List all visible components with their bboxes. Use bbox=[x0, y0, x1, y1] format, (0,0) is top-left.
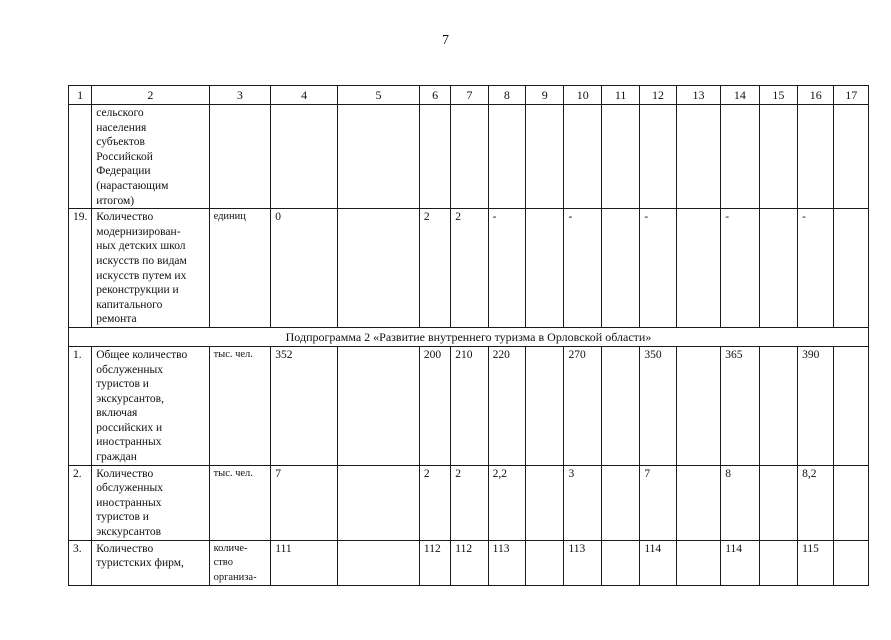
value-cell bbox=[338, 465, 420, 540]
value-cell bbox=[759, 105, 797, 209]
header-cell: 5 bbox=[338, 86, 420, 105]
unit-cell bbox=[209, 105, 271, 209]
value-cell bbox=[676, 209, 721, 328]
indicator-name bbox=[92, 105, 209, 209]
indicator-name-line: туристских фирм, bbox=[96, 557, 184, 570]
unit-line: количе- bbox=[213, 542, 248, 554]
indicator-name-line: Количество bbox=[96, 467, 154, 480]
value-cell: - bbox=[721, 209, 759, 328]
value-cell: 2 bbox=[451, 465, 488, 540]
value-cell: 350 bbox=[640, 346, 676, 465]
value-cell bbox=[834, 465, 869, 540]
value-cell: 2 bbox=[419, 465, 450, 540]
unit-line: организа- bbox=[213, 571, 257, 583]
value-cell bbox=[338, 540, 420, 586]
value-cell bbox=[564, 105, 601, 209]
indicator-name-line: экскурсантов bbox=[96, 526, 162, 539]
value-cell bbox=[834, 540, 869, 586]
indicator-name-line: иностранных bbox=[96, 496, 162, 509]
value-cell bbox=[419, 105, 450, 209]
row-number bbox=[69, 105, 92, 209]
value-cell bbox=[526, 346, 564, 465]
value-cell: 113 bbox=[564, 540, 601, 586]
indicator-name-line: туристов и bbox=[96, 511, 149, 524]
indicator-name-line: включая bbox=[96, 407, 138, 420]
indicator-name bbox=[92, 465, 209, 540]
indicator-name-line: граждан bbox=[96, 451, 137, 464]
header-cell: 12 bbox=[640, 86, 676, 105]
value-cell bbox=[759, 209, 797, 328]
value-cell bbox=[676, 540, 721, 586]
table-row-19 bbox=[69, 209, 869, 328]
header-cell: 17 bbox=[834, 86, 869, 105]
value-cell bbox=[640, 105, 676, 209]
value-cell: 112 bbox=[451, 540, 488, 586]
value-cell: - bbox=[488, 209, 525, 328]
value-cell: 2 bbox=[451, 209, 488, 328]
header-cell: 13 bbox=[676, 86, 721, 105]
header-cell: 14 bbox=[721, 86, 759, 105]
indicator-name-line: (нарастающим bbox=[96, 179, 169, 192]
indicator-name-line: Общее количество bbox=[96, 348, 188, 361]
header-cell: 8 bbox=[488, 86, 525, 105]
value-cell: 390 bbox=[798, 346, 834, 465]
value-cell bbox=[676, 465, 721, 540]
indicator-name-line: иностранных bbox=[96, 436, 162, 449]
subprogram-row bbox=[69, 327, 869, 346]
value-cell: 270 bbox=[564, 346, 601, 465]
table-row-3 bbox=[69, 540, 869, 586]
indicator-name-line: Федерации bbox=[96, 165, 151, 178]
row-number: 1. bbox=[69, 346, 92, 465]
value-cell: 352 bbox=[271, 346, 338, 465]
value-cell bbox=[721, 105, 759, 209]
indicator-name-line: модернизирован- bbox=[96, 225, 181, 238]
header-cell: 4 bbox=[271, 86, 338, 105]
indicator-name-line: российских и bbox=[96, 421, 163, 434]
indicator-name-line: итогом) bbox=[96, 194, 135, 207]
value-cell: 0 bbox=[271, 209, 338, 328]
value-cell bbox=[601, 346, 639, 465]
unit-cell: тыс. чел. bbox=[209, 465, 271, 540]
value-cell: - bbox=[564, 209, 601, 328]
row-number: 3. bbox=[69, 540, 92, 586]
unit-cell: единиц bbox=[209, 209, 271, 328]
value-cell bbox=[526, 105, 564, 209]
header-cell: 10 bbox=[564, 86, 601, 105]
header-cell: 6 bbox=[419, 86, 450, 105]
value-cell: 220 bbox=[488, 346, 525, 465]
value-cell: - bbox=[798, 209, 834, 328]
header-cell: 3 bbox=[209, 86, 271, 105]
header-cell: 2 bbox=[92, 86, 209, 105]
indicator-name-line: сельского bbox=[96, 107, 144, 119]
indicator-name-line: искусств путем их bbox=[96, 269, 187, 282]
indicator-name bbox=[92, 209, 209, 328]
header-cell: 16 bbox=[798, 86, 834, 105]
table-row-2 bbox=[69, 465, 869, 540]
indicator-name-line: капитального bbox=[96, 298, 163, 311]
indicator-name-line: экскурсантов, bbox=[96, 392, 164, 405]
header-cell: 15 bbox=[759, 86, 797, 105]
indicator-name-line: обслуженных bbox=[96, 482, 163, 495]
indicator-name-line: населения bbox=[96, 121, 147, 134]
row-number: 2. bbox=[69, 465, 92, 540]
value-cell: 3 bbox=[564, 465, 601, 540]
header-cell: 9 bbox=[526, 86, 564, 105]
value-cell bbox=[601, 540, 639, 586]
indicator-name-line: реконструкции и bbox=[96, 284, 179, 297]
indicator-name-line: ремонта bbox=[96, 313, 137, 326]
value-cell: 2 bbox=[419, 209, 450, 328]
value-cell bbox=[759, 465, 797, 540]
unit-cell: тыс. чел. bbox=[209, 346, 271, 465]
value-cell: 200 bbox=[419, 346, 450, 465]
indicator-name-line: субъектов bbox=[96, 136, 145, 149]
page-number: 7 bbox=[442, 33, 449, 48]
value-cell bbox=[526, 540, 564, 586]
value-cell: 115 bbox=[798, 540, 834, 586]
value-cell bbox=[601, 209, 639, 328]
value-cell: 113 bbox=[488, 540, 525, 586]
row-number: 19. bbox=[69, 209, 92, 328]
value-cell bbox=[834, 209, 869, 328]
value-cell: 8 bbox=[721, 465, 759, 540]
indicator-name-line: Российской bbox=[96, 150, 153, 163]
header-row bbox=[69, 86, 869, 105]
value-cell bbox=[488, 105, 525, 209]
value-cell bbox=[759, 540, 797, 586]
value-cell bbox=[759, 346, 797, 465]
value-cell: 210 bbox=[451, 346, 488, 465]
indicator-name bbox=[92, 346, 209, 465]
indicator-name bbox=[92, 540, 209, 586]
indicator-name-line: искусств по видам bbox=[96, 254, 187, 267]
value-cell: 111 bbox=[271, 540, 338, 586]
table-row-continuation bbox=[69, 105, 869, 209]
value-cell: 365 bbox=[721, 346, 759, 465]
value-cell: 7 bbox=[271, 465, 338, 540]
indicators-table bbox=[68, 85, 869, 586]
header-cell: 7 bbox=[451, 86, 488, 105]
value-cell bbox=[451, 105, 488, 209]
value-cell bbox=[676, 105, 721, 209]
value-cell bbox=[601, 465, 639, 540]
header-cell: 11 bbox=[601, 86, 639, 105]
unit-line: ство bbox=[213, 557, 233, 569]
indicator-name-line: туристов и bbox=[96, 378, 149, 391]
indicator-name-line: Количество bbox=[96, 211, 154, 224]
subprogram-title: Подпрограмма 2 «Развитие внутреннего туризма в Орловской области» bbox=[69, 327, 869, 346]
table-row-1 bbox=[69, 346, 869, 465]
value-cell bbox=[834, 105, 869, 209]
value-cell: - bbox=[640, 209, 676, 328]
indicator-name-line: Количество bbox=[96, 542, 154, 555]
unit-cell bbox=[209, 540, 271, 586]
value-cell bbox=[338, 105, 420, 209]
value-cell: 114 bbox=[640, 540, 676, 586]
value-cell bbox=[526, 465, 564, 540]
value-cell bbox=[798, 105, 834, 209]
value-cell: 8,2 bbox=[798, 465, 834, 540]
value-cell bbox=[676, 346, 721, 465]
value-cell: 114 bbox=[721, 540, 759, 586]
value-cell bbox=[271, 105, 338, 209]
value-cell bbox=[338, 209, 420, 328]
value-cell bbox=[526, 209, 564, 328]
value-cell bbox=[834, 346, 869, 465]
value-cell: 2,2 bbox=[488, 465, 525, 540]
value-cell bbox=[338, 346, 420, 465]
value-cell: 7 bbox=[640, 465, 676, 540]
indicator-name-line: обслуженных bbox=[96, 363, 163, 376]
value-cell bbox=[601, 105, 639, 209]
value-cell: 112 bbox=[419, 540, 450, 586]
indicator-name-line: ных детских школ bbox=[96, 240, 186, 253]
header-cell: 1 bbox=[69, 86, 92, 105]
